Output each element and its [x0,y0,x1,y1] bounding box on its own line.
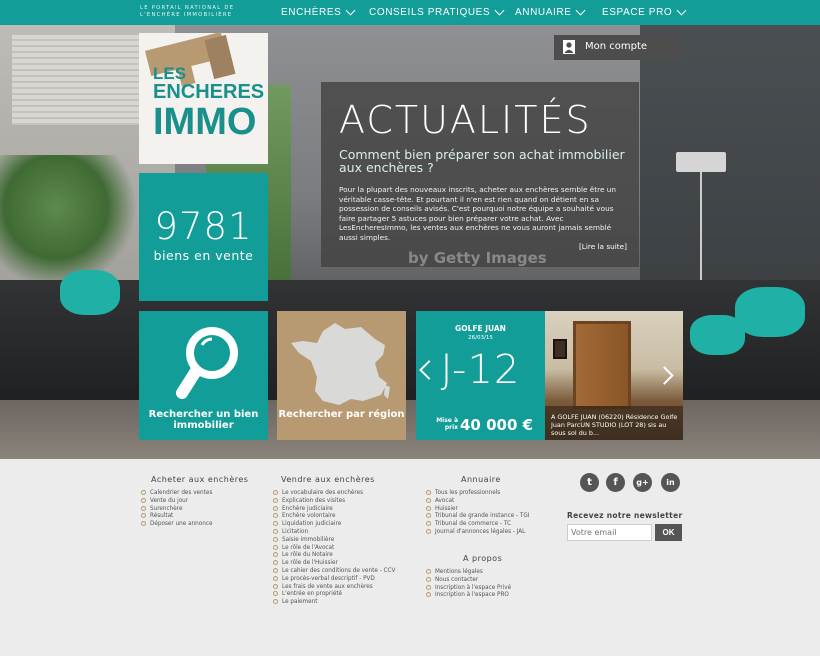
listing-count-label: biens en vente [153,248,254,263]
twitter-icon[interactable]: t [580,473,599,492]
listing-count-box [139,173,268,301]
footer-link[interactable]: Huissier [426,506,529,514]
property-photo-door [573,321,631,409]
hero-pillow [735,287,805,337]
footer [0,459,820,656]
sale-date: 26/03/15 [468,335,493,341]
france-map-icon [287,321,395,409]
footer-col-annuaire [426,475,529,537]
footer-acheter-list [141,490,248,529]
footer-apropos-title: A propos [463,554,503,563]
footer-vendre-title: Vendre aux enchères [281,475,375,484]
listing-count: 9781 [154,205,253,248]
footer-link[interactable]: Tous les professionnels [426,490,529,498]
footer-link[interactable]: Résultat [141,513,248,521]
sale-caption: A GOLFE JUAN (06220) Résidence Golfe Juan ParcUN STUDIO (LOT 28) sis au sous sol du b... [551,413,678,437]
footer-link[interactable]: L'entrée en propriété [273,591,395,599]
featured-sale-photo[interactable] [545,311,683,440]
footer-link[interactable]: Le rôle du Notaire [273,552,395,560]
user-icon [563,40,575,54]
chevron-down-icon [495,6,505,16]
search-property-tile[interactable] [139,311,268,440]
footer-acheter-title: Acheter aux enchères [151,475,249,484]
sale-countdown: J-12 [440,347,521,393]
footer-link[interactable]: Tribunal de commerce - TC [426,521,529,529]
logo-line1: LES [153,64,187,83]
footer-link[interactable]: Enchère judiciaire [273,506,395,514]
search-region-label: Rechercher par région [278,409,405,420]
nav-encheres-label: ENCHÈRES [281,7,342,18]
footer-link[interactable]: Liquidation judiciaire [273,521,395,529]
top-nav-bar [0,0,820,25]
chevron-down-icon [346,6,356,16]
hero-window-blind [12,35,152,125]
watermark: by Getty Images [408,249,547,267]
starting-price-value: 40 000 € [460,416,534,434]
search-region-tile[interactable] [277,311,406,440]
hero-trees [0,155,140,285]
footer-link[interactable]: Inscription à l'espace Privé [426,585,511,593]
chevron-down-icon [677,6,687,16]
footer-link[interactable]: Le vocabulaire des enchères [273,490,395,498]
gavel-head-icon [204,35,235,79]
footer-link[interactable]: Surenchère [141,506,248,514]
footer-link[interactable]: Enchère volontaire [273,513,395,521]
footer-link[interactable]: Le rôle de l'Avocat [273,545,395,553]
news-subtitle[interactable]: Comment bien préparer son achat immobilier aux enchères ? [339,147,625,175]
footer-col-acheter [141,475,248,529]
logo-line3: IMMO [153,101,257,143]
site-tagline: LE PORTAIL NATIONAL DE L'ENCHÈRE IMMOBILIÈRE [140,5,235,18]
news-body: Pour la plupart des nouveaux inscrits, acheter aux enchères semble être un véritable casse-tête. Et pourtant il n'en est rien quand on détient en sa possession de conseils avisés. C'est pourquoi notre équipe a souhaité vous faire partager 5 astuces pour bien préparer votre achat. Avec LesEncheresImmo, les ventes aux enchères ne vous auront jamais semblé aussi simples. [339,185,617,242]
my-account-label: Mon compte [585,41,648,52]
footer-annuaire-list [426,490,529,537]
logo-line2: ENCHERES [153,81,265,103]
nav-annuaire-label: ANNUAIRE [515,7,572,18]
footer-link[interactable]: Le paiement [273,599,395,607]
footer-link[interactable]: Saisie immobilière [273,537,395,545]
footer-link[interactable]: Nous contacter [426,577,511,585]
news-panel [321,82,639,267]
site-logo[interactable] [139,33,268,164]
footer-link[interactable]: Tribunal de grande instance - TGI [426,513,529,521]
nav-conseils-pratiques[interactable] [369,0,503,25]
footer-link[interactable]: Explication des visites [273,498,395,506]
footer-link[interactable]: Le cahier des conditions de vente - CCV [273,568,395,576]
starting-price-label: Mise à prix [436,417,458,431]
hero-lamp [676,152,726,172]
nav-espace-pro-label: ESPACE PRO [602,7,673,18]
footer-apropos-list [426,569,511,600]
news-title: ACTUALITÉS [339,98,592,142]
footer-link[interactable]: Calendrier des ventes [141,490,248,498]
sale-city: GOLFE JUAN [455,324,506,333]
footer-link[interactable]: Mentions légales [426,569,511,577]
footer-link[interactable]: Licitation [273,529,395,537]
featured-sale-tile[interactable] [416,311,545,440]
magnifier-icon [174,325,240,405]
property-photo-frame [553,339,567,359]
footer-link[interactable]: Déposer une annonce [141,521,248,529]
linkedin-icon[interactable]: in [661,473,680,492]
footer-annuaire-title: Annuaire [461,475,501,484]
nav-encheres[interactable] [281,0,354,25]
newsletter-email-input[interactable] [567,524,652,541]
footer-link[interactable]: Avocat [426,498,529,506]
hero-pillow [60,270,120,315]
newsletter-title: Recevez notre newsletter [567,511,683,520]
footer-link[interactable]: Les frais de vente aux enchères [273,584,395,592]
nav-espace-pro[interactable] [602,0,685,25]
newsletter-submit-button[interactable]: OK [655,524,682,541]
nav-annuaire[interactable] [515,0,584,25]
chevron-down-icon [576,6,586,16]
hero-floor [0,400,820,459]
search-property-label: Rechercher un bien immobilier [148,409,259,431]
footer-vendre-list [273,490,395,607]
hero-pillow [690,315,745,355]
footer-link[interactable]: Inscription à l'espace PRO [426,592,511,600]
footer-link[interactable]: Le procès-verbal descriptif - PVD [273,576,395,584]
hero-wall-right [640,25,820,315]
footer-link[interactable]: Vente du jour [141,498,248,506]
facebook-icon[interactable]: f [606,473,625,492]
nav-conseils-label: CONSEILS PRATIQUES [369,7,491,18]
footer-link[interactable]: Journal d'annonces légales - JAL [426,529,529,537]
footer-link[interactable]: Le rôle de l'Huissier [273,560,395,568]
footer-col-vendre [273,475,395,607]
my-account-button[interactable] [554,35,683,60]
google-plus-icon[interactable]: g+ [633,473,652,492]
footer-col-apropos [426,554,511,600]
read-more-link[interactable]: [Lire la suite] [578,242,627,251]
